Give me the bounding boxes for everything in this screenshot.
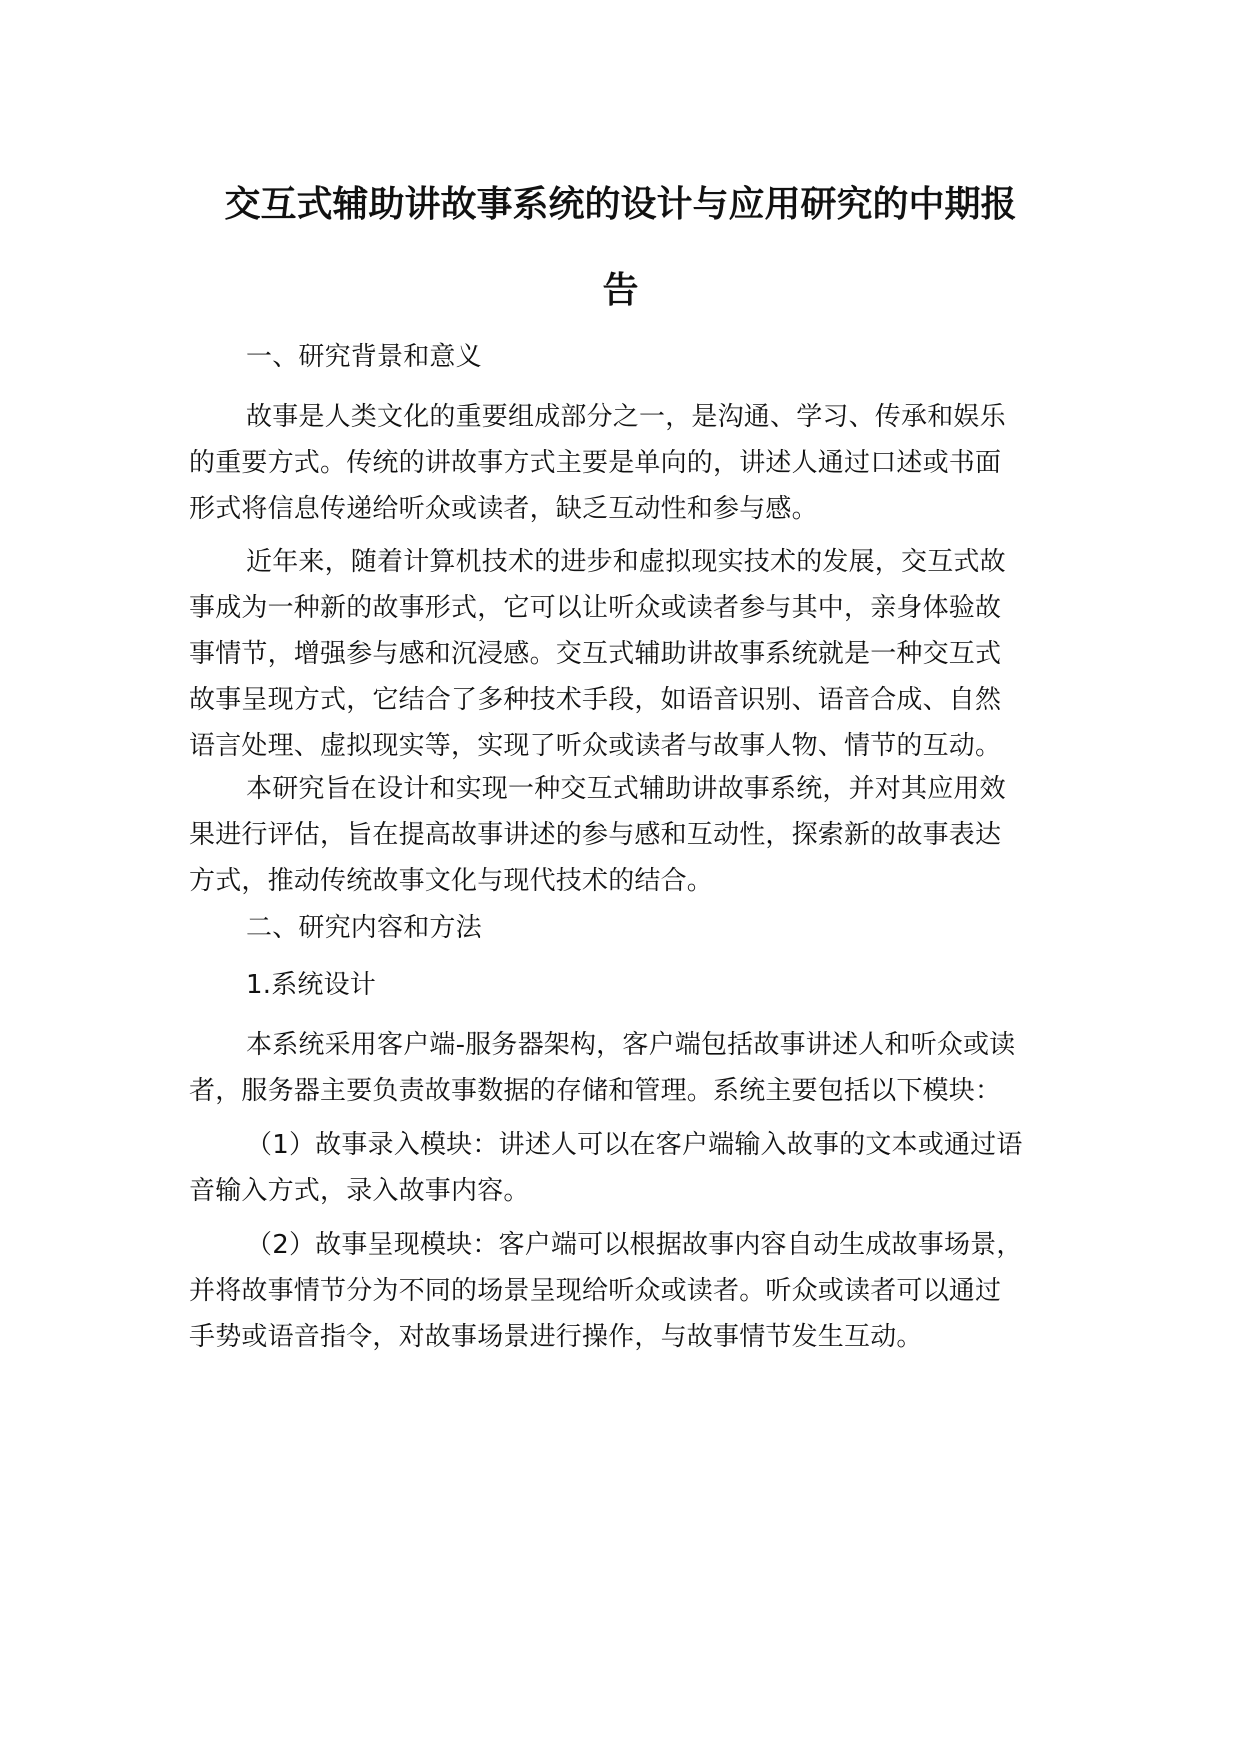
paragraph-line: 近年来，随着计算机技术的进步和虚拟现实技术的发展，交互式故 — [246, 547, 1006, 577]
paragraph-line: 事情节，增强参与感和沉浸感。交互式辅助讲故事系统就是一种交互式 — [189, 639, 1002, 669]
document-title-line-2: 告 — [602, 270, 639, 311]
paragraph-3 — [189, 766, 1059, 904]
paragraph-line: 果进行评估，旨在提高故事讲述的参与感和互动性，探索新的故事表达 — [189, 820, 1002, 850]
paragraph-line: 语言处理、虚拟现实等，实现了听众或读者与故事人物、情节的互动。 — [189, 731, 1002, 761]
paragraph-line: 音输入方式，录入故事内容。 — [189, 1176, 530, 1206]
paragraph-1 — [189, 394, 1059, 532]
subsection-1 — [189, 962, 1059, 1008]
paragraph-line: （2）故事呈现模块：客户端可以根据故事内容自动生成故事场景， — [246, 1230, 1023, 1260]
section-heading-2: 二、研究内容和方法 — [246, 913, 482, 943]
paragraph-line: 故事呈现方式，它结合了多种技术手段，如语音识别、语音合成、自然 — [189, 685, 1002, 715]
paragraph-line: （1）故事录入模块：讲述人可以在客户端输入故事的文本或通过语 — [246, 1130, 1023, 1160]
paragraph-line: 的重要方式。传统的讲故事方式主要是单向的，讲述人通过口述或书面 — [189, 448, 1002, 478]
paragraph-line: 手势或语音指令，对故事场景进行操作，与故事情节发生互动。 — [189, 1322, 923, 1352]
paragraph-line: 本研究旨在设计和实现一种交互式辅助讲故事系统，并对其应用效 — [246, 774, 1006, 804]
paragraph-line: 故事是人类文化的重要组成部分之一，是沟通、学习、传承和娱乐 — [246, 402, 1006, 432]
paragraph-line: 者，服务器主要负责故事数据的存储和管理。系统主要包括以下模块： — [189, 1076, 1002, 1106]
paragraph-line: 事成为一种新的故事形式，它可以让听众或读者参与其中，亲身体验故 — [189, 593, 1002, 623]
paragraph-4 — [189, 1022, 1059, 1114]
section-heading-background — [189, 334, 1059, 380]
paragraph-5 — [189, 1122, 1059, 1214]
section-heading-1: 一、研究背景和意义 — [246, 342, 482, 372]
subsection-heading-1: 1.系统设计 — [246, 970, 377, 1000]
paragraph-line: 并将故事情节分为不同的场景呈现给听众或读者。听众或读者可以通过 — [189, 1276, 1002, 1306]
paragraph-line: 方式，推动传统故事文化与现代技术的结合。 — [189, 866, 714, 896]
paragraph-2 — [189, 539, 1059, 769]
section-2 — [189, 905, 1059, 951]
document-title-line-1: 交互式辅助讲故事系统的设计与应用研究的中期报 — [224, 184, 1017, 225]
paragraph-line: 本系统采用客户端-服务器架构，客户端包括故事讲述人和听众或读 — [246, 1030, 1016, 1060]
paragraph-6 — [189, 1222, 1059, 1360]
paragraph-line: 形式将信息传递给听众或读者，缺乏互动性和参与感。 — [189, 494, 818, 524]
